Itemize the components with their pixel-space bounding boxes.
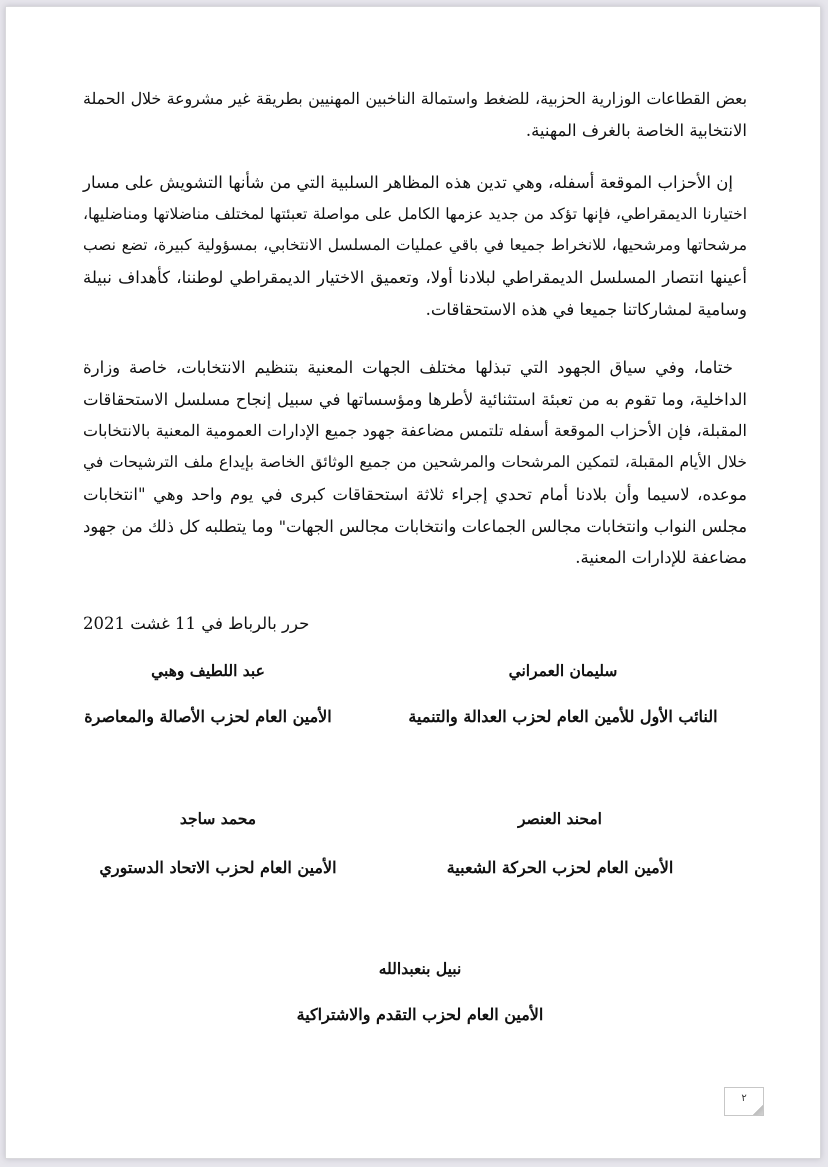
text-line: أعينها انتصار المسلسل الديمقراطي لبلادنا أولا، وتعميق الاختيار الديمقراطي لوطننا، كأهداف نبيلة (83, 268, 747, 288)
signatory-name: محمد ساجد (179, 809, 257, 828)
text-line: مضاعفة للإدارات المعنية. (575, 548, 747, 568)
paragraph-3 (83, 352, 747, 574)
text-line: وسامية لمشاركاتنا جميعا في هذه الاستحقاقات. (425, 299, 747, 319)
text-line: الانتخابية الخاصة بالغرف المهنية. (525, 120, 747, 140)
signatory-block (430, 807, 690, 880)
text-line: المقبلة، فإن الأحزاب الموقعة أسفله تلتمس مضاعفة جهود جميع الإدارات العمومية المعنية بالانتخابات (83, 421, 747, 441)
signatory-title: النائب الأول للأمين العام لحزب العدالة والتنمية (408, 707, 718, 726)
page-fold-icon (752, 1104, 764, 1116)
signatory-block (78, 659, 338, 729)
text-line: موعده، لاسيما وأن بلادنا أمام تحدي إجراء ثلاثة استحقاقات كبرى في يوم واحد وهي "انتخابات (83, 484, 747, 504)
signatory-block (240, 957, 600, 1027)
text-line: ختاما، وفي سياق الجهود التي تبذلها مختلف الجهات المعنية بتنظيم الانتخابات، خاصة وزارة (83, 358, 733, 377)
page-number-box (724, 1087, 764, 1116)
signatory-title: الأمين العام لحزب الاتحاد الدستوري (99, 858, 337, 877)
signatory-name: سليمان العمراني (508, 661, 618, 680)
text-line: الداخلية، وما تقوم به من تعبئة استثنائية لأطرها ومؤسساتها في سبيل إنجاح مسلسل الاستحقاقات (83, 389, 747, 409)
date-line: حرر بالرباط في 11 غشت 2021 (83, 614, 310, 633)
text-line: بعض القطاعات الوزارية الحزبية، للضغط واستمالة الناخبين المهنيين بطريقة غير مشروعة خلال الحملة (83, 89, 747, 108)
document-page (5, 6, 821, 1159)
paragraph-1 (83, 83, 747, 146)
signatory-title: الأمين العام لحزب الحركة الشعبية (446, 858, 674, 877)
signatory-name: نبيل بنعبدالله (378, 959, 462, 978)
signatory-block (398, 659, 728, 729)
signatory-title: الأمين العام لحزب التقدم والاشتراكية (296, 1005, 544, 1024)
paragraph-2 (83, 167, 747, 326)
signatory-block (78, 807, 358, 880)
signatory-title: الأمين العام لحزب الأصالة والمعاصرة (84, 707, 332, 726)
page-number: ٢ (741, 1093, 747, 1104)
text-line: إن الأحزاب الموقعة أسفله، وهي تدين هذه المظاهر السلبية التي من شأنها التشويش على مسار (83, 173, 733, 192)
signatory-name: عبد اللطيف وهبي (151, 661, 265, 680)
text-line: مرشحاتها ومرشحيها، للانخراط جميعا في باقي عمليات المسلسل الانتخابي، بمسؤولية كبيرة، تضع نصب (83, 236, 747, 255)
signatory-name: امحند العنصر (517, 809, 602, 828)
text-line: خلال الأيام المقبلة، لتمكين المرشحات والمرشحين من جميع الوثائق الخاصة بإيداع ملف الترشيحات في (83, 453, 747, 472)
text-line: مجلس النواب وانتخابات مجالس الجماعات وانتخابات مجالس الجهات" وما يتطلبه كل ذلك من جهود (83, 516, 747, 536)
text-line: اختيارنا الديمقراطي، فإنها تؤكد من جديد عزمها الكامل على مواصلة تعبئتها لمختلف مناضلاتها ومناضليها، (83, 204, 747, 223)
